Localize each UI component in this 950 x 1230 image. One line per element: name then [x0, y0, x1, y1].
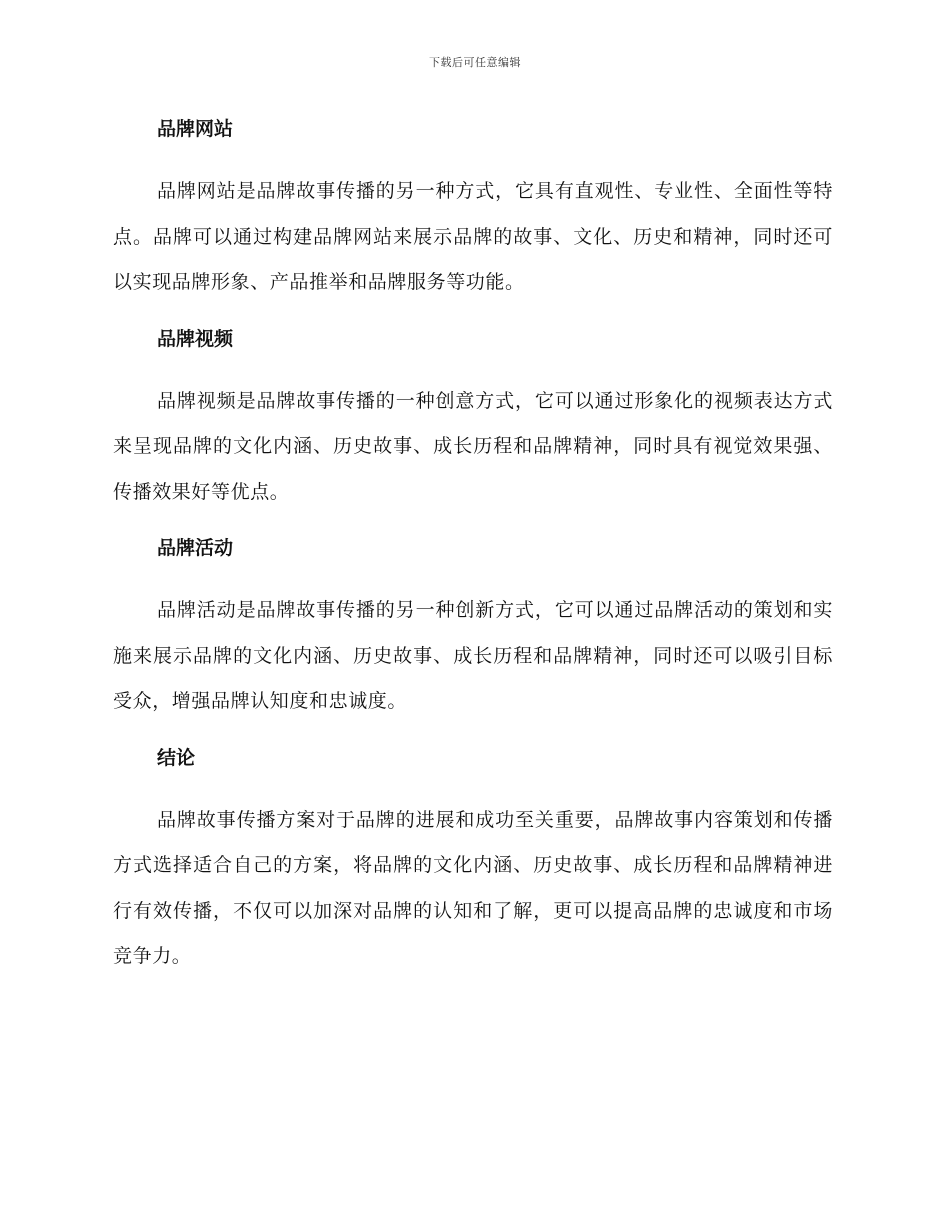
section-brand-website [113, 112, 833, 322]
section-paragraph: 品牌活动是品牌故事传播的另一种创新方式，它可以通过品牌活动的策划和实施来展示品牌的文化内涵、历史故事、成长历程和品牌精神，同时还可以吸引目标受众，增强品牌认知度和忠诚度。 [113, 599, 833, 712]
section-brand-video [113, 322, 833, 532]
document-content [113, 112, 833, 980]
section-heading: 品牌网站 [157, 118, 234, 140]
section-paragraph: 品牌视频是品牌故事传播的一种创意方式，它可以通过形象化的视频表达方式来呈现品牌的文化内涵、历史故事、成长历程和品牌精神，同时具有视觉效果强、传播效果好等优点。 [113, 389, 833, 503]
section-paragraph: 品牌网站是品牌故事传播的另一种方式，它具有直观性、专业性、全面性等特点。品牌可以通过构建品牌网站来展示品牌的故事、文化、历史和精神，同时还可以实现品牌形象、产品推举和品牌服务等功能。 [113, 180, 833, 293]
section-heading: 品牌视频 [157, 327, 234, 350]
section-heading: 品牌活动 [157, 537, 234, 559]
section-brand-activity [113, 531, 833, 741]
section-heading: 结论 [157, 746, 196, 769]
section-paragraph: 品牌故事传播方案对于品牌的进展和成功至关重要，品牌故事内容策划和传播方式选择适合自己的方案，将品牌的文化内涵、历史故事、成长历程和品牌精神进行有效传播，不仅可以加深对品牌的认知和了解，更可以提高品牌的忠诚度和市场竞争力。 [113, 808, 833, 967]
section-conclusion [113, 741, 833, 980]
header-note: 下载后可任意编辑 [429, 56, 521, 69]
